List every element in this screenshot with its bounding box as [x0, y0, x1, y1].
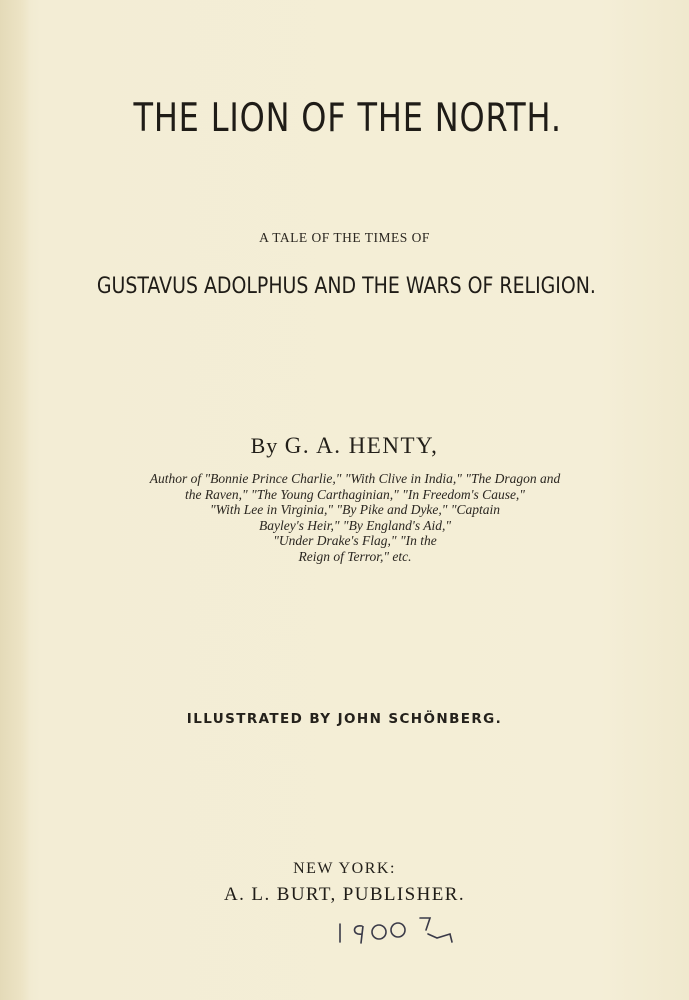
other-works-line: "With Lee in Virginia," "By Pike and Dyke," "Captain	[209, 502, 501, 518]
handwritten-date-annotation	[334, 912, 464, 946]
byline	[0, 433, 689, 459]
page-gutter-shadow	[0, 0, 30, 1000]
author-name: G. A. HENTY,	[284, 433, 439, 458]
other-works-list	[100, 471, 610, 565]
other-works-line: the Raven," "The Young Carthaginian," "In Freedom's Cause,"	[185, 486, 525, 502]
publisher-name: A. L. BURT, PUBLISHER.	[224, 884, 465, 905]
book-title: THE LION OF THE NORTH.	[133, 96, 562, 141]
illustrator-credit: ILLUSTRATED BY JOHN SCHÖNBERG.	[186, 711, 503, 727]
other-works-line: Reign of Terror," etc.	[298, 548, 412, 564]
other-works-line: Bayley's Heir," "By England's Aid,"	[259, 517, 451, 533]
publisher-city: NEW YORK:	[293, 860, 396, 877]
byline-prefix: By	[250, 433, 279, 458]
subtitle-intro: A TALE OF THE TIMES OF	[259, 230, 430, 245]
other-works-line: "Under Drake's Flag," "In the	[273, 533, 437, 549]
subtitle-main: GUSTAVUS ADOLPHUS AND THE WARS OF RELIGION.	[96, 274, 596, 299]
other-works-line: Author of "Bonnie Prince Charlie," "With Clive in India," "The Dragon and	[149, 471, 561, 486]
